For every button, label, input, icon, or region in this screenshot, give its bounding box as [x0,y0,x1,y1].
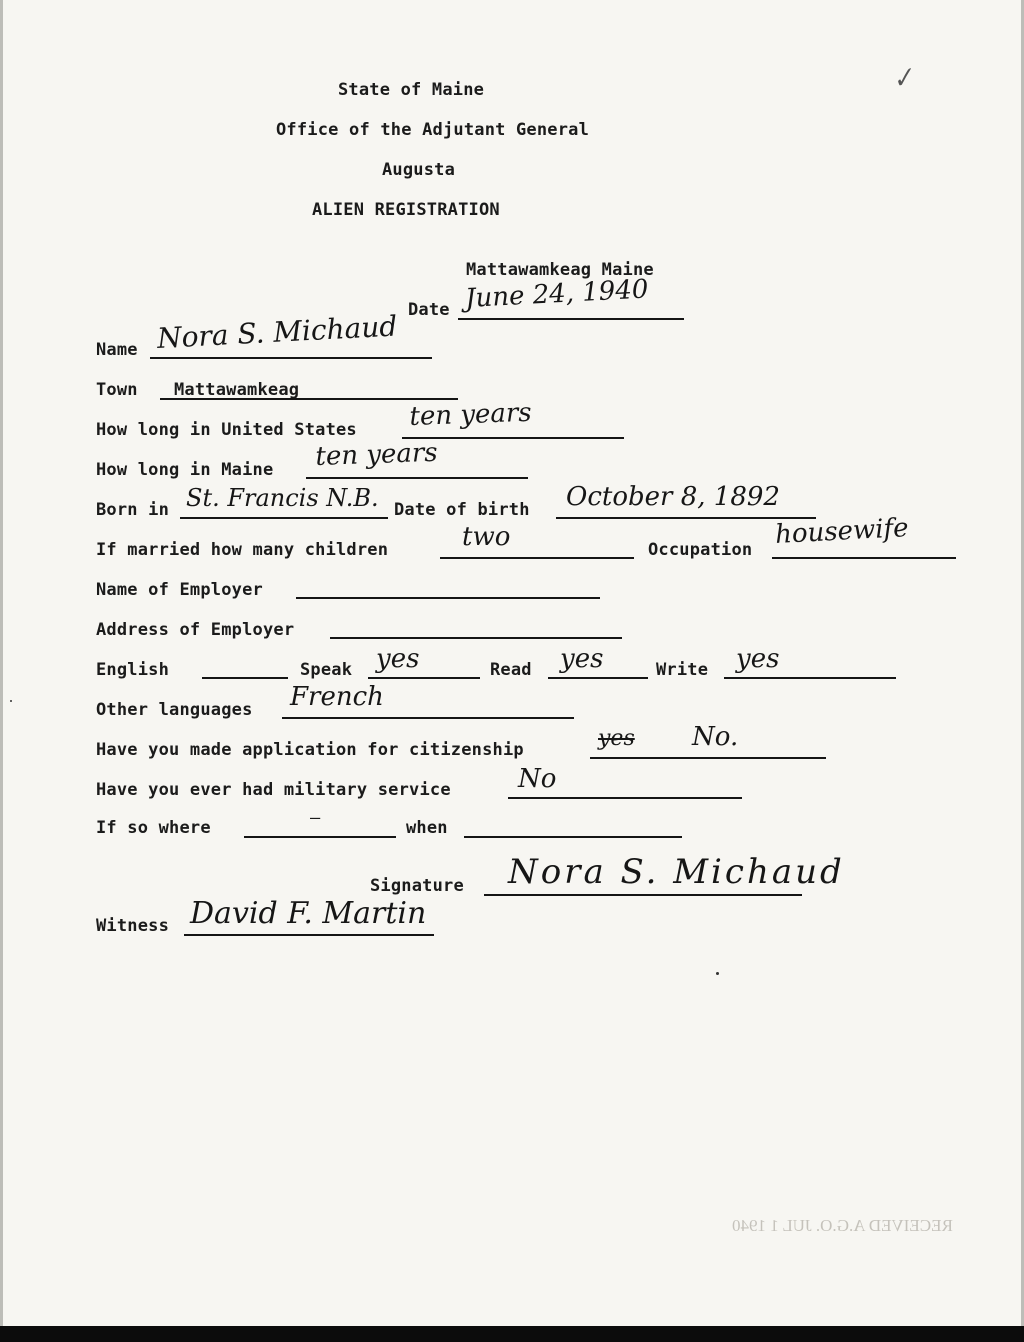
witness-line [184,934,434,936]
when-label: when [406,818,448,838]
military-label: Have you ever had military service [96,780,451,800]
emp-address-label: Address of Employer [96,620,295,640]
children-line [440,557,634,559]
received-stamp: RECEIVED A.G.O. JUL 1 1940 [732,1216,953,1235]
header-title: ALIEN REGISTRATION [312,200,500,220]
occupation-label: Occupation [648,540,753,560]
other-lang-label: Other languages [96,700,253,720]
children-value: two [462,522,511,552]
citizenship-line [590,757,826,759]
date-value: June 24, 1940 [464,274,650,314]
scan-edge-bottom [0,1326,1024,1342]
witness-value: David F. Martin [190,896,427,931]
where-value: — [310,808,321,828]
other-lang-line [282,717,574,719]
maine-line [306,477,528,479]
signature-label: Signature [370,876,464,896]
employer-label: Name of Employer [96,580,263,600]
maine-value: ten years [314,437,439,472]
dob-line [556,517,816,519]
born-value: St. Francis N.B. [186,484,379,512]
speak-value: yes [376,644,420,674]
speak-line [368,677,480,679]
where-label: If so where [96,818,211,838]
where-line [244,836,396,838]
date-label: Date [408,300,450,320]
citizenship-label: Have you made application for citizenship [96,740,524,760]
header-city: Augusta [382,160,456,180]
write-label: Write [656,660,709,680]
read-line [548,677,648,679]
occupation-line [772,557,956,559]
signature-line [484,894,802,896]
when-line [464,836,682,838]
read-label: Read [490,660,532,680]
name-value: Nora S. Michaud [156,309,398,355]
checkmark-icon: ✓ [888,61,918,97]
scan-edge-left [0,0,3,1342]
english-label: English [96,660,170,680]
military-line [508,797,742,799]
write-value: yes [736,644,780,674]
name-label: Name [96,340,138,360]
military-value: No [518,764,557,794]
dob-label: Date of birth [394,500,530,520]
stray-dot-left [10,700,12,702]
town-label: Town [96,380,138,400]
read-value: yes [560,644,604,674]
header-location: Mattawamkeag Maine [466,260,654,280]
stray-dot [716,972,719,975]
name-line [150,357,432,359]
employer-line [296,597,600,599]
header-state: State of Maine [338,80,485,100]
town-value: Mattawamkeag [174,380,300,400]
english-line [202,677,288,679]
emp-address-line [330,637,622,639]
us-value: ten years [408,397,533,432]
signature-value: Nora S. Michaud [508,852,845,892]
witness-label: Witness [96,916,170,936]
write-line [724,677,896,679]
header-office: Office of the Adjutant General [276,120,590,140]
dob-value: October 8, 1892 [566,482,780,512]
born-line [180,517,388,519]
maine-label: How long in Maine [96,460,274,480]
occupation-value: housewife [774,513,910,550]
us-label: How long in United States [96,420,357,440]
date-line [458,318,684,320]
children-label: If married how many children [96,540,389,560]
citizenship-value: No. [692,722,739,752]
town-line [160,398,458,400]
citizenship-struck-value: yes [598,726,635,751]
born-label: Born in [96,500,170,520]
other-lang-value: French [290,682,384,712]
speak-label: Speak [300,660,353,680]
